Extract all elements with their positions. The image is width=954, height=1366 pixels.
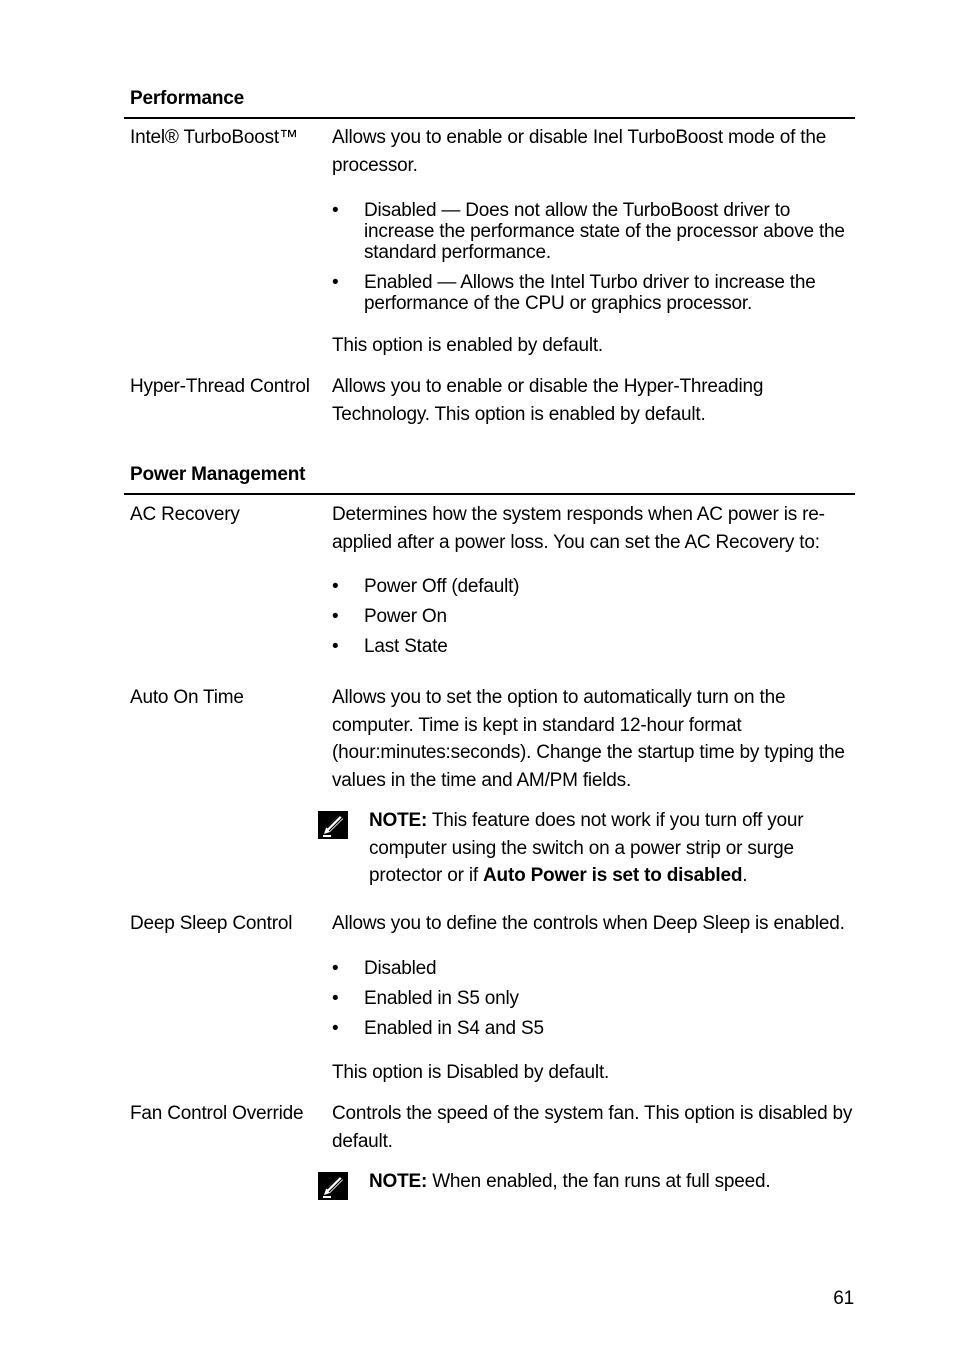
ac-recovery-label: AC Recovery xyxy=(130,504,240,525)
hyperthread-description: Allows you to enable or disable the Hyper-Threading Technology. This option is enabled by default. xyxy=(332,376,764,425)
power-management-section xyxy=(124,461,855,495)
performance-heading: Performance xyxy=(124,85,855,119)
list-item: • Enabled in S4 and S5 xyxy=(332,1018,857,1039)
deep-sleep-options xyxy=(332,958,857,1039)
pencil-note-icon xyxy=(318,1172,348,1200)
turboboost-options xyxy=(332,200,857,314)
note-body: When enabled, the fan runs at full speed. xyxy=(432,1171,771,1192)
fan-control-description: Controls the speed of the system fan. This option is disabled by default. xyxy=(332,1103,853,1152)
page-number: 61 xyxy=(833,1288,854,1309)
auto-on-time-description: Allows you to set the option to automatically turn on the computer. Time is kept in standard 12-hour format (hour:minutes:seconds). Change the startup time by typing the values in the time and AM/PM fields. xyxy=(332,687,845,791)
list-item: • Disabled xyxy=(332,958,857,979)
ac-recovery-description: Determines how the system responds when AC power is re-applied after a power loss. You can set the AC Recovery to: xyxy=(332,504,825,553)
auto-on-time-note-text xyxy=(369,807,857,890)
list-item: • Power Off (default) xyxy=(332,576,857,597)
pencil-note-icon xyxy=(318,811,348,839)
deep-sleep-label: Deep Sleep Control xyxy=(130,913,293,934)
hyperthread-label: Hyper-Thread Control xyxy=(130,376,310,397)
note-bold-text: Auto Power is set to disabled xyxy=(483,865,743,886)
turboboost-desc-text: Allows you to enable or disable Inel TurboBoost mode of the processor. xyxy=(332,127,827,176)
list-item: • Enabled in S5 only xyxy=(332,988,857,1009)
deep-sleep-default: This option is Disabled by default. xyxy=(332,1062,610,1083)
note-body: This feature does not work if you turn off your computer using the switch on a power strip or surge protector or if xyxy=(369,810,804,886)
power-management-heading: Power Management xyxy=(124,461,855,495)
fan-control-note-text xyxy=(369,1168,857,1196)
fan-control-label: Fan Control Override xyxy=(130,1103,304,1124)
list-item: • Power On xyxy=(332,606,857,627)
ac-recovery-options xyxy=(332,576,857,657)
note-label: NOTE: xyxy=(369,810,428,831)
list-item: • Last State xyxy=(332,636,857,657)
note-label: NOTE: xyxy=(369,1171,428,1192)
auto-on-time-label: Auto On Time xyxy=(130,687,244,708)
note-end: . xyxy=(742,865,748,886)
deep-sleep-description: Allows you to define the controls when Deep Sleep is enabled. xyxy=(332,913,845,934)
turboboost-description xyxy=(332,124,857,179)
turboboost-default: This option is enabled by default. xyxy=(332,335,603,356)
list-item: • Disabled — Does not allow the TurboBoost driver to increase the performance state of the processor above the standard performance. xyxy=(332,200,857,263)
list-item: • Enabled — Allows the Intel Turbo driver to increase the performance of the CPU or graphics processor. xyxy=(332,272,857,314)
turboboost-label: Intel® TurboBoost™ xyxy=(130,127,298,148)
performance-section xyxy=(124,85,855,119)
